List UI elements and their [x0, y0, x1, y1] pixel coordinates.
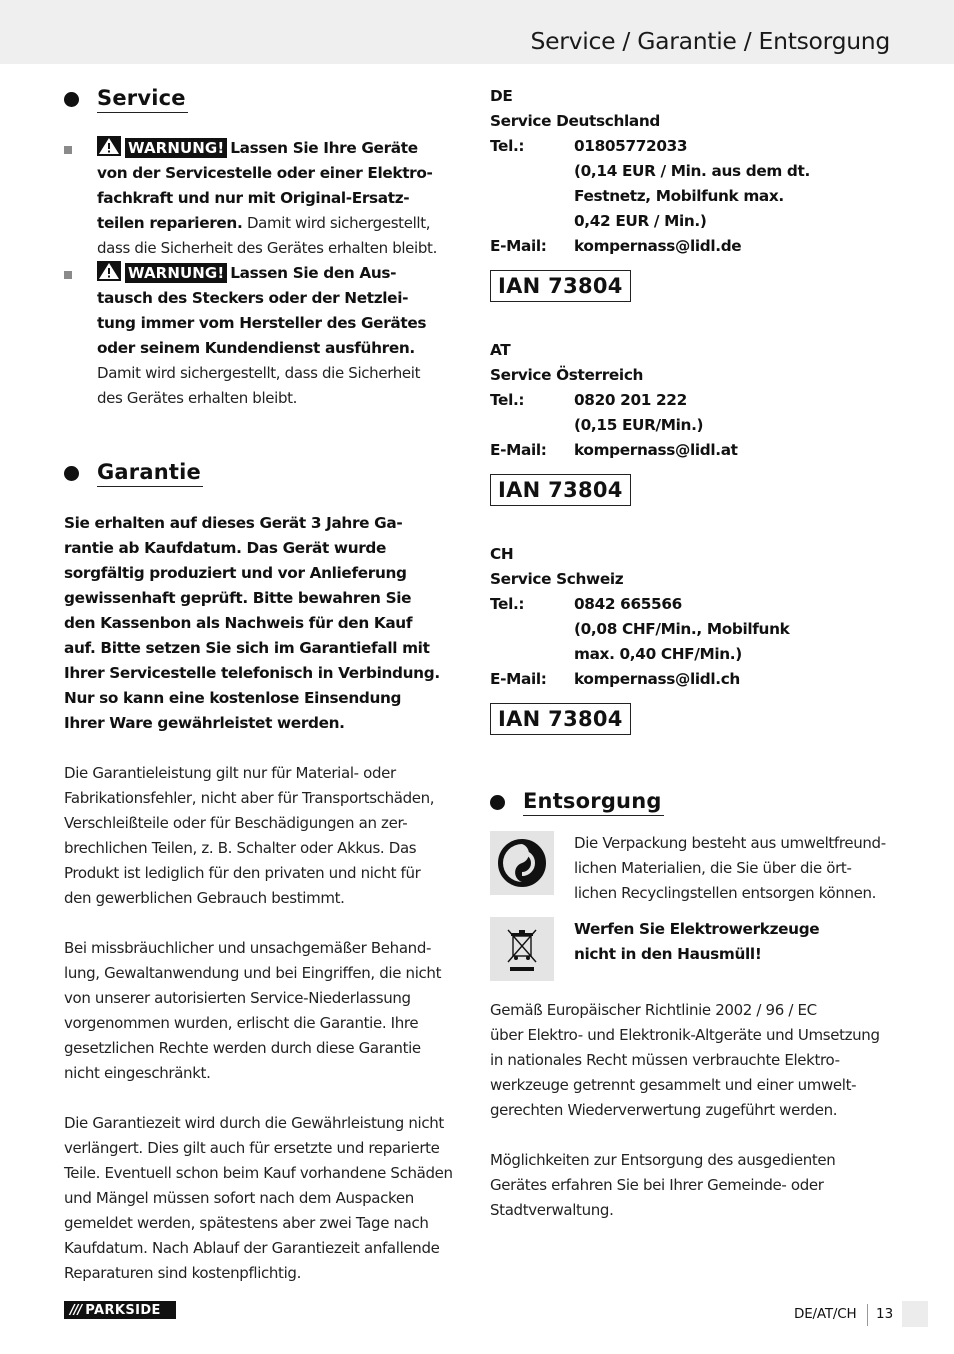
ian-box: IAN 73804	[490, 474, 631, 506]
text-line: sorgfältig produziert und vor Anlieferung	[64, 564, 407, 582]
brand-mark: ///	[70, 1302, 82, 1318]
text-line: verlängert. Dies gilt auch für ersetzte und reparierte	[64, 1139, 440, 1157]
text-line: Reparaturen sind kostenpflichtig.	[64, 1264, 301, 1282]
country-code: CH	[490, 545, 514, 563]
text-line: in nationales Recht müssen verbrauchte Elektro-	[490, 1051, 840, 1069]
footer-divider	[867, 1304, 868, 1326]
text-line: den gewerblichen Gebrauch bestimmt.	[64, 889, 345, 907]
service-name: Service Schweiz	[490, 570, 624, 588]
text-line: Teile. Eventuell schon beim Kauf vorhandene Schäden	[64, 1164, 453, 1182]
phone-note: (0,15 EUR/Min.)	[574, 416, 704, 434]
text-line: Nur so kann eine kostenlose Einsendung	[64, 689, 402, 707]
entsorgung-paragraph-1	[490, 998, 892, 1123]
garantie-paragraph-3	[64, 1111, 466, 1286]
text-line: Die Garantiezeit wird durch die Gewährleistung nicht	[64, 1114, 444, 1132]
warning-2-note-1: Damit wird sichergestellt, dass die Sicherheit	[97, 364, 421, 382]
garantie-heading-row	[64, 458, 466, 488]
text-line: nicht eingeschränkt.	[64, 1064, 211, 1082]
text-line: auf. Bitte setzen Sie sich im Garantiefall mit	[64, 639, 430, 657]
text-line: Ihrer Ware gewährleistet werden.	[64, 714, 345, 732]
page-number: 13	[876, 1306, 894, 1322]
warning-2-line-1: Lassen Sie den Aus-	[230, 264, 397, 282]
email-row	[490, 667, 892, 692]
phone-note-row	[490, 617, 892, 642]
phone-note: max. 0,40 CHF/Min.)	[574, 645, 742, 663]
green-dot-recycling-icon	[490, 831, 554, 895]
weee-text	[574, 917, 819, 981]
email-row	[490, 438, 892, 463]
text-line: gemeldet werden, spätestens aber zwei Tage nach	[64, 1214, 429, 1232]
footer-countries: DE/AT/CH	[794, 1306, 857, 1322]
phone-label: Tel.:	[490, 391, 525, 409]
entsorgung-paragraph-2	[490, 1148, 892, 1223]
text-line: Werfen Sie Elektrowerkzeuge	[574, 920, 820, 938]
text-line: lichen Materialien, die Sie über die ört-	[574, 859, 852, 877]
text-line: rantie ab Kaufdatum. Das Gerät wurde	[64, 539, 387, 557]
service-heading: Service	[97, 85, 188, 113]
garantie-bold-paragraph	[64, 511, 466, 736]
weee-row	[490, 917, 892, 981]
warning-label: WARNUNG!	[125, 263, 227, 283]
ian-box: IAN 73804	[490, 703, 631, 735]
email-label: E-Mail:	[490, 441, 547, 459]
phone-number: 0842 665566	[574, 595, 682, 613]
text-line: nicht in den Hausmüll!	[574, 945, 762, 963]
garantie-paragraph-2	[64, 936, 466, 1086]
square-bullet-icon	[64, 146, 72, 154]
text-line: Gemäß Europäischer Richtlinie 2002 / 96 / EC	[490, 1001, 817, 1019]
warning-2-line-4: oder seinem Kundendienst ausführen.	[97, 339, 415, 357]
warning-1-line-3: fachkraft und nur mit Original-Ersatz-	[97, 189, 410, 207]
text-line: Sie erhalten auf dieses Gerät 3 Jahre Ga-	[64, 514, 403, 532]
service-name: Service Österreich	[490, 366, 644, 384]
text-line: Gerätes erfahren Sie bei Ihrer Gemeinde- oder	[490, 1176, 824, 1194]
square-bullet-icon	[64, 271, 72, 279]
text-line: brechlichen Teilen, z. B. Schalter oder Akkus. Das	[64, 839, 417, 857]
entsorgung-heading-row	[490, 787, 892, 817]
garantie-heading: Garantie	[97, 459, 203, 487]
right-column	[490, 84, 892, 1223]
contact-block-at	[490, 338, 892, 506]
text-line: und Mängel müssen sofort nach dem Auspacken	[64, 1189, 414, 1207]
text-line: Möglichkeiten zur Entsorgung des ausgedienten	[490, 1151, 836, 1169]
page-header-title: Service / Garantie / Entsorgung	[530, 27, 890, 55]
warning-1-line-2: von der Servicestelle oder einer Elektro-	[97, 164, 433, 182]
brand-name: PARKSIDE	[85, 1302, 161, 1318]
email-address[interactable]: kompernass@lidl.ch	[574, 670, 740, 688]
text-line: lichen Recyclingstellen entsorgen können.	[574, 884, 877, 902]
bullet-icon	[64, 92, 79, 107]
email-address[interactable]: kompernass@lidl.de	[574, 237, 742, 255]
phone-row	[490, 592, 892, 617]
text-line: Produkt ist lediglich für den privaten und nicht für	[64, 864, 421, 882]
warning-1-note-1: Damit wird sichergestellt,	[246, 214, 431, 232]
phone-label: Tel.:	[490, 137, 525, 155]
phone-label: Tel.:	[490, 595, 525, 613]
bullet-icon	[490, 795, 505, 810]
packaging-row	[490, 831, 892, 906]
warning-2-note-2: des Gerätes erhalten bleibt.	[97, 389, 298, 407]
phone-note-row	[490, 413, 892, 438]
text-line: vorgenommen wurden, erlischt die Garantie. Ihre	[64, 1014, 419, 1032]
text-line: Stadtverwaltung.	[490, 1201, 614, 1219]
text-line: Bei missbräuchlicher und unsachgemäßer Behand-	[64, 939, 432, 957]
text-line: Die Garantieleistung gilt nur für Material- oder	[64, 764, 396, 782]
warning-triangle-icon	[97, 136, 121, 156]
phone-note: Festnetz, Mobilfunk max.	[574, 187, 784, 205]
service-name: Service Deutschland	[490, 112, 661, 130]
phone-row	[490, 388, 892, 413]
warning-2-line-2: tausch des Steckers oder der Netzlei-	[97, 289, 409, 307]
brand-logo	[64, 1301, 176, 1319]
phone-note: (0,14 EUR / Min. aus dem dt.	[574, 162, 810, 180]
email-label: E-Mail:	[490, 670, 547, 688]
phone-note: (0,08 CHF/Min., Mobilfunk	[574, 620, 790, 638]
text-line: Die Verpackung besteht aus umweltfreund-	[574, 834, 886, 852]
text-line: gesetzlichen Rechte werden durch diese Garantie	[64, 1039, 421, 1057]
email-label: E-Mail:	[490, 237, 547, 255]
contact-block-ch	[490, 542, 892, 735]
phone-note-row	[490, 642, 892, 667]
ian-box: IAN 73804	[490, 270, 631, 302]
contact-block-de	[490, 84, 892, 302]
service-warning-2	[64, 261, 466, 411]
text-line: Kaufdatum. Nach Ablauf der Garantiezeit anfallende	[64, 1239, 440, 1257]
text-line: Verschleißteile oder für Beschädigungen an zer-	[64, 814, 408, 832]
country-code: DE	[490, 87, 513, 105]
text-line: Fabrikationsfehler, nicht aber für Transportschäden,	[64, 789, 435, 807]
packaging-text	[574, 831, 886, 906]
warning-2-line-3: tung immer vom Hersteller des Gerätes	[97, 314, 427, 332]
service-warning-1	[64, 136, 466, 261]
warning-1-line-1: Lassen Sie Ihre Geräte	[230, 139, 418, 157]
phone-note-row	[490, 184, 892, 209]
text-line: Ihrer Servicestelle telefonisch in Verbindung.	[64, 664, 440, 682]
bullet-icon	[64, 466, 79, 481]
text-line: lung, Gewaltanwendung und bei Eingriffen, die nicht	[64, 964, 442, 982]
text-line: werkzeuge getrennt gesammelt und einer umwelt-	[490, 1076, 857, 1094]
footer-tab-marker	[902, 1301, 928, 1327]
crossed-out-wheelie-bin-icon	[490, 917, 554, 981]
text-line: gewissenhaft geprüft. Bitte bewahren Sie	[64, 589, 412, 607]
phone-number: 01805772033	[574, 137, 688, 155]
entsorgung-heading: Entsorgung	[523, 788, 664, 816]
warning-1-note-2: dass die Sicherheit des Gerätes erhalten bleibt.	[97, 239, 437, 257]
country-code: AT	[490, 341, 511, 359]
text-line: von unserer autorisierten Service-Niederlassung	[64, 989, 411, 1007]
service-heading-row	[64, 84, 466, 114]
left-column	[64, 84, 466, 1286]
phone-note: 0,42 EUR / Min.)	[574, 212, 707, 230]
email-address[interactable]: kompernass@lidl.at	[574, 441, 738, 459]
warning-label: WARNUNG!	[125, 138, 227, 158]
text-line: gerechten Wiederverwertung zugeführt werden.	[490, 1101, 838, 1119]
text-line: den Kassenbon als Nachweis für den Kauf	[64, 614, 413, 632]
garantie-paragraph-1	[64, 761, 466, 911]
warning-1-line-4: teilen reparieren.	[97, 214, 243, 232]
email-row	[490, 234, 892, 259]
warning-triangle-icon	[97, 261, 121, 281]
phone-note-row	[490, 159, 892, 184]
phone-row	[490, 134, 892, 159]
phone-note-row	[490, 209, 892, 234]
text-line: über Elektro- und Elektronik-Altgeräte und Umsetzung	[490, 1026, 880, 1044]
phone-number: 0820 201 222	[574, 391, 687, 409]
